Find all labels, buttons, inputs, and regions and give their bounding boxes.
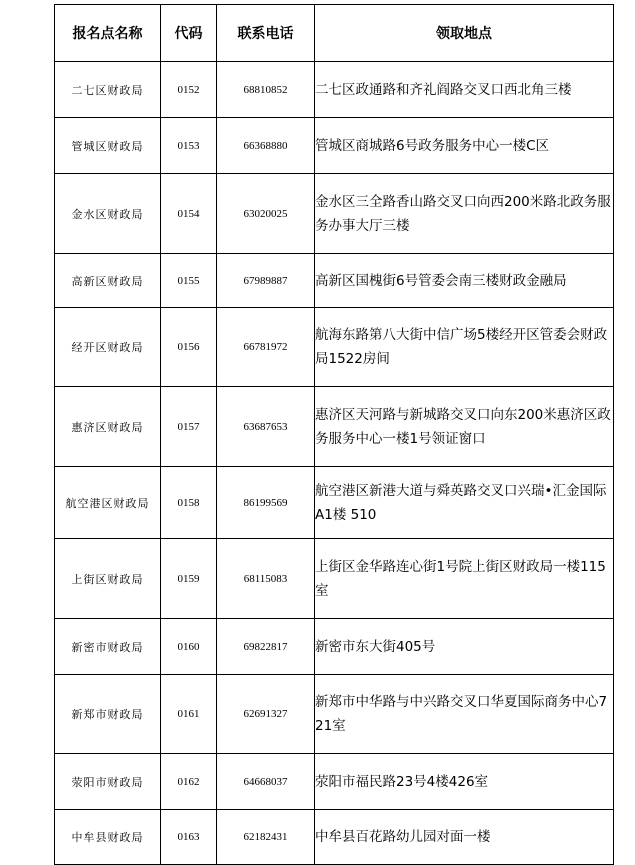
cell-name: 中牟县财政局 [55,810,161,865]
table-row [55,810,614,865]
cell-name: 管城区财政局 [55,118,161,174]
cell-address: 中牟县百花路幼儿园对面一楼 [315,810,614,865]
cell-phone: 62691327 [217,675,315,754]
cell-address: 新密市东大街405号 [315,619,614,675]
cell-code: 0152 [161,62,217,118]
cell-name: 上街区财政局 [55,539,161,619]
cell-address: 新郑市中华路与中兴路交叉口华夏国际商务中心721室 [315,675,614,754]
cell-code: 0153 [161,118,217,174]
cell-phone: 69822817 [217,619,315,675]
header-address: 领取地点 [315,5,614,62]
cell-phone: 64668037 [217,754,315,810]
header-phone: 联系电话 [217,5,315,62]
cell-phone: 63687653 [217,387,315,467]
table-row [55,675,614,754]
table-row [55,254,614,308]
cell-code: 0160 [161,619,217,675]
header-name: 报名点名称 [55,5,161,62]
cell-phone: 63020025 [217,174,315,254]
cell-name: 金水区财政局 [55,174,161,254]
cell-code: 0161 [161,675,217,754]
cell-name: 经开区财政局 [55,308,161,387]
cell-name: 新密市财政局 [55,619,161,675]
table-row [55,118,614,174]
cell-name: 航空港区财政局 [55,467,161,539]
cell-name: 高新区财政局 [55,254,161,308]
table-row [55,308,614,387]
cell-name: 新郑市财政局 [55,675,161,754]
cell-address: 二七区政通路和齐礼阎路交叉口西北角三楼 [315,62,614,118]
cell-phone: 68810852 [217,62,315,118]
cell-code: 0162 [161,754,217,810]
cell-code: 0157 [161,387,217,467]
cell-phone: 66368880 [217,118,315,174]
cell-code: 0155 [161,254,217,308]
cell-address: 上街区金华路连心街1号院上街区财政局一楼115室 [315,539,614,619]
table-row [55,539,614,619]
table-row [55,467,614,539]
cell-phone: 62182431 [217,810,315,865]
cell-name: 惠济区财政局 [55,387,161,467]
table-row [55,387,614,467]
cell-code: 0159 [161,539,217,619]
registration-points-table [54,4,614,865]
table-row [55,619,614,675]
cell-phone: 67989887 [217,254,315,308]
cell-code: 0158 [161,467,217,539]
cell-address: 高新区国槐街6号管委会南三楼财政金融局 [315,254,614,308]
table-row [55,174,614,254]
header-code: 代码 [161,5,217,62]
table-row [55,754,614,810]
cell-address: 金水区三全路香山路交叉口向西200米路北政务服务办事大厅三楼 [315,174,614,254]
cell-address: 航空港区新港大道与舜英路交叉口兴瑞•汇金国际A1楼 510 [315,467,614,539]
cell-code: 0156 [161,308,217,387]
table-row [55,62,614,118]
cell-code: 0163 [161,810,217,865]
cell-name: 荥阳市财政局 [55,754,161,810]
cell-name: 二七区财政局 [55,62,161,118]
cell-address: 管城区商城路6号政务服务中心一楼C区 [315,118,614,174]
cell-phone: 68115083 [217,539,315,619]
cell-address: 惠济区天河路与新城路交叉口向东200米惠济区政务服务中心一楼1号领证窗口 [315,387,614,467]
cell-address: 航海东路第八大街中信广场5楼经开区管委会财政局1522房间 [315,308,614,387]
cell-phone: 66781972 [217,308,315,387]
table-header-row [55,5,614,62]
cell-address: 荥阳市福民路23号4楼426室 [315,754,614,810]
cell-code: 0154 [161,174,217,254]
cell-phone: 86199569 [217,467,315,539]
